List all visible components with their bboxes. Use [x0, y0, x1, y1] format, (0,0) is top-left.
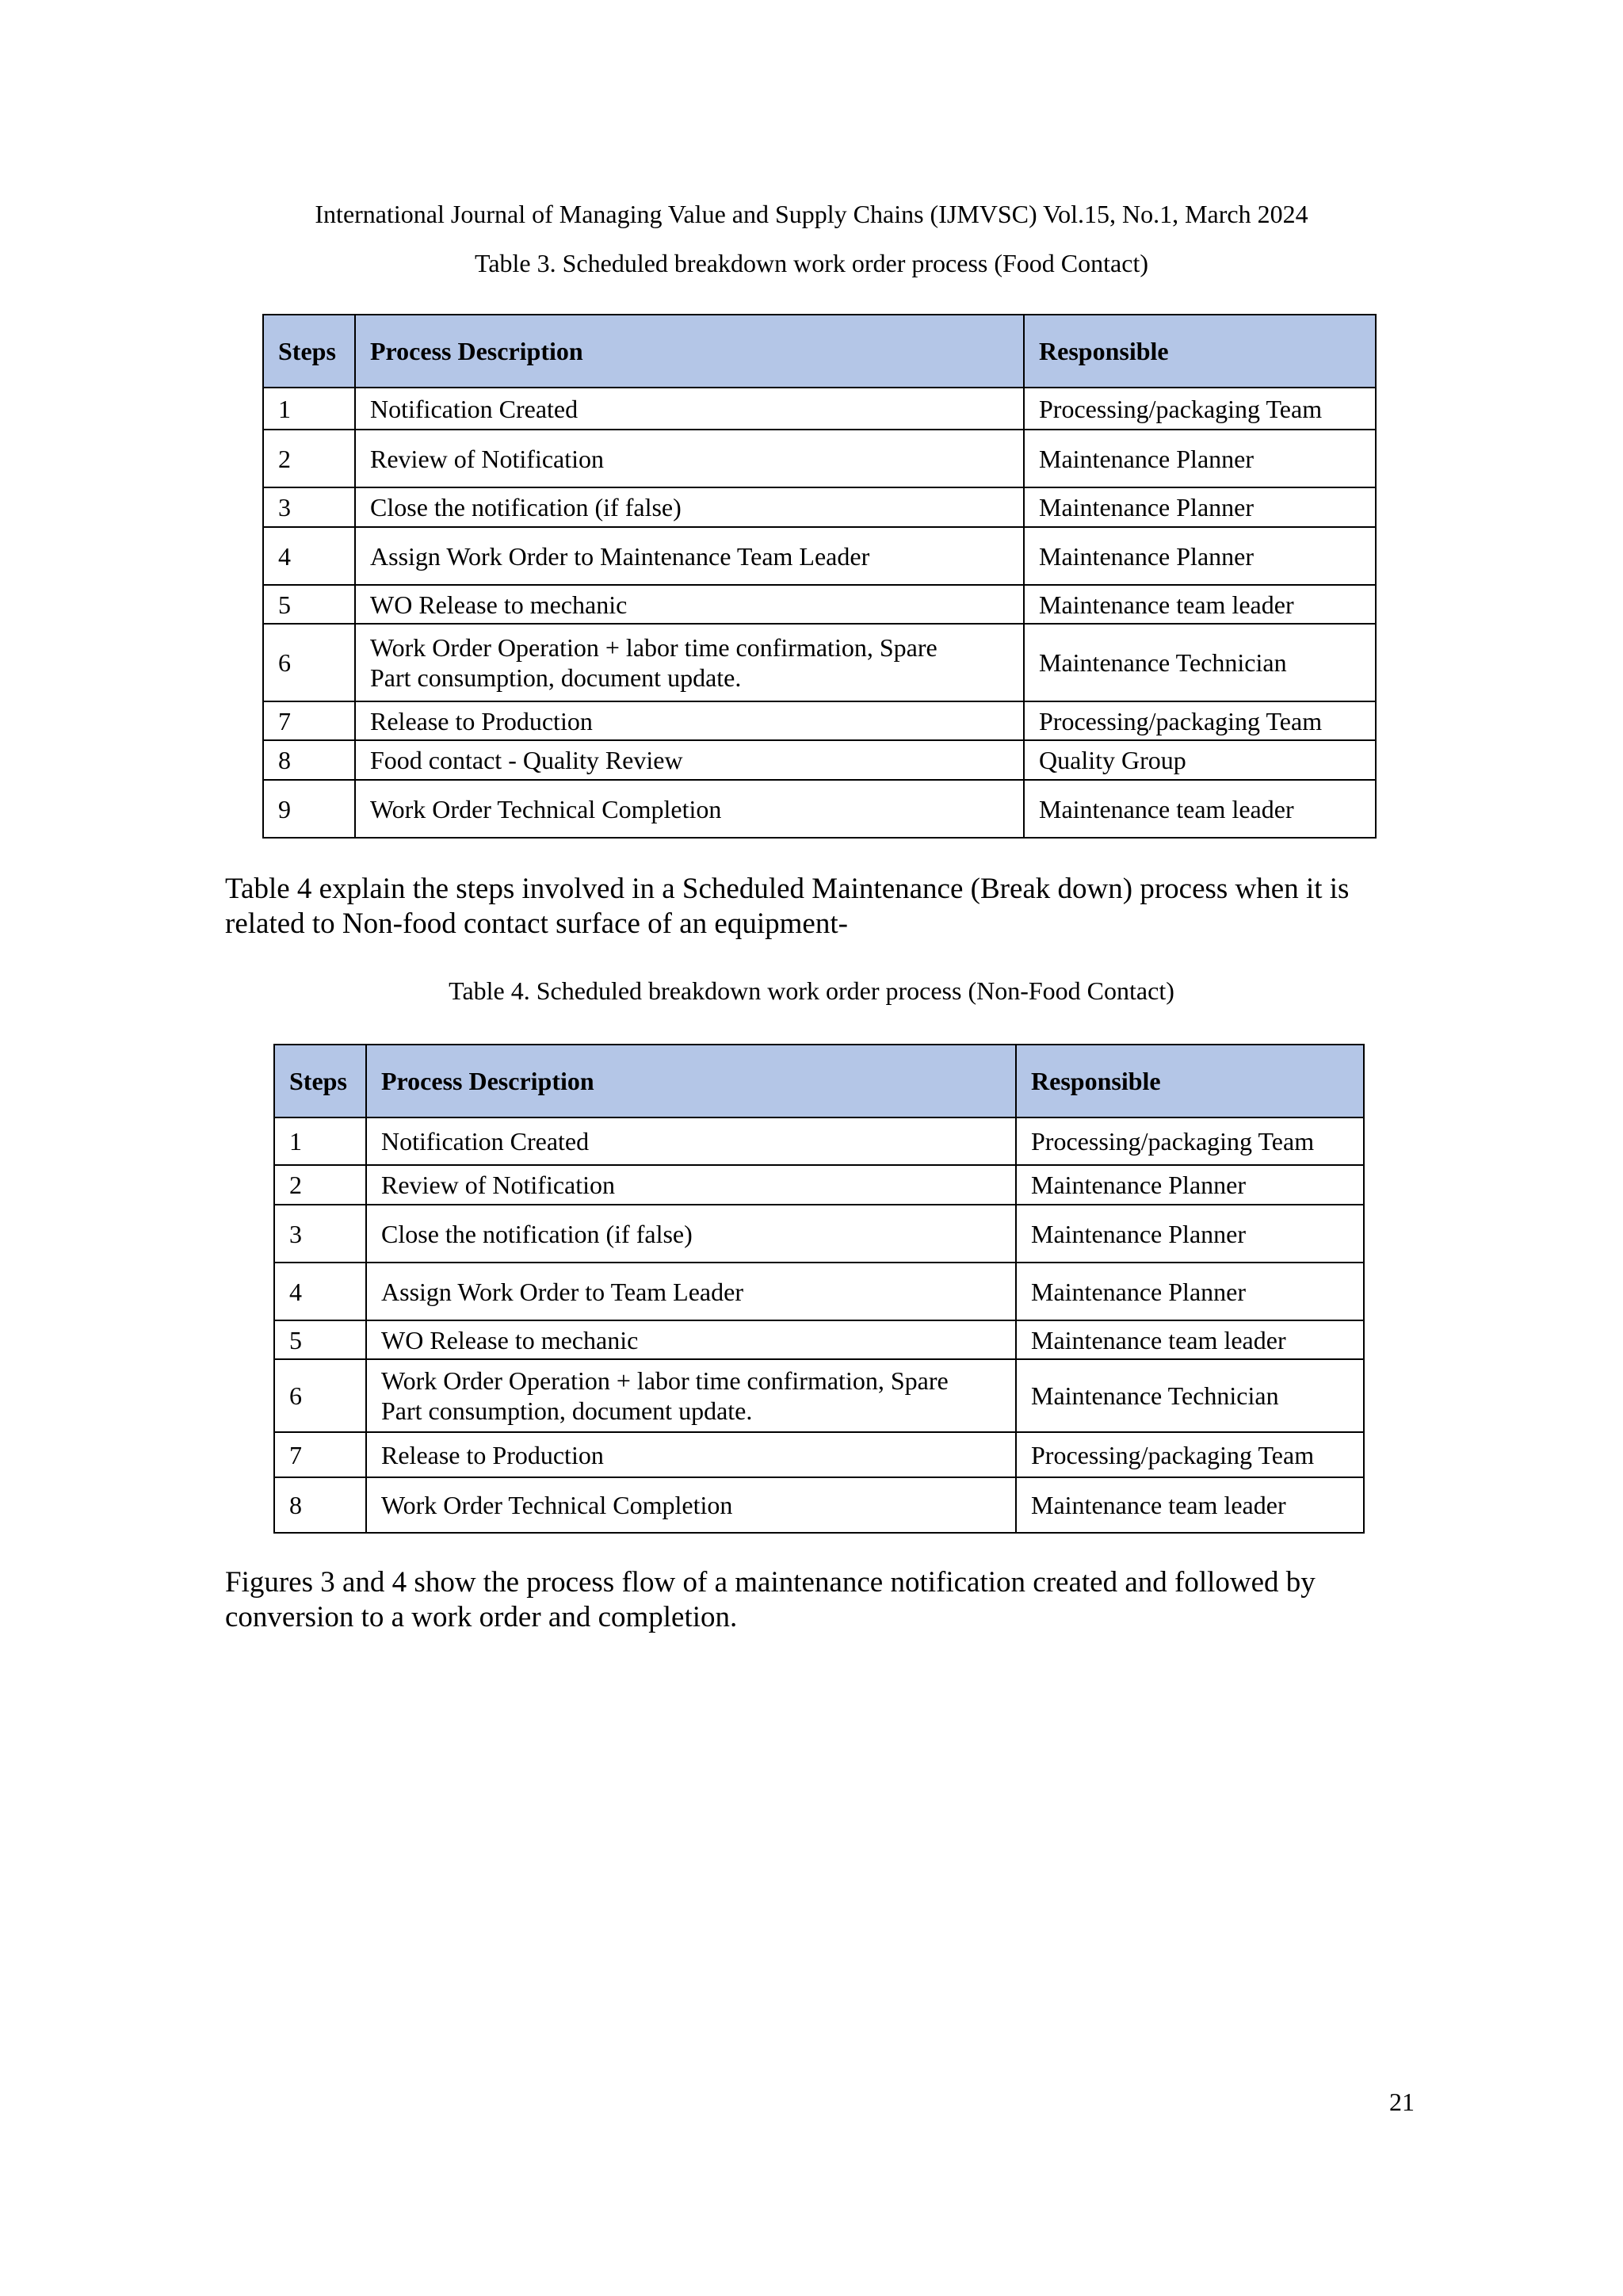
description-line: Part consumption, document update. — [370, 663, 742, 692]
table4-caption: Table 4. Scheduled breakdown work order process (Non-Food Contact) — [449, 976, 1174, 1005]
table-row — [263, 701, 1376, 740]
step-cell: 2 — [263, 430, 355, 487]
header-process-description: Process Description — [366, 1045, 1016, 1117]
description-line: Work Order Operation + labor time confirmation, Spare — [370, 633, 938, 662]
table-row — [274, 1320, 1364, 1359]
table4 — [273, 1044, 1365, 1534]
description-cell: Notification Created — [366, 1117, 1016, 1165]
step-cell: 7 — [274, 1432, 366, 1477]
responsible-cell: Maintenance Planner — [1016, 1165, 1364, 1205]
header-steps: Steps — [274, 1045, 366, 1117]
step-cell: 7 — [263, 701, 355, 740]
header-responsible: Responsible — [1024, 315, 1376, 388]
description-line: Part consumption, document update. — [381, 1396, 753, 1425]
description-cell: Notification Created — [355, 388, 1024, 430]
table-row — [274, 1477, 1364, 1533]
step-cell: 4 — [274, 1263, 366, 1320]
description-cell: Food contact - Quality Review — [355, 740, 1024, 780]
step-cell: 6 — [263, 624, 355, 701]
header-responsible: Responsible — [1016, 1045, 1364, 1117]
responsible-cell: Maintenance Planner — [1016, 1263, 1364, 1320]
description-cell: Release to Production — [366, 1432, 1016, 1477]
table-header-row — [274, 1045, 1364, 1117]
table3 — [262, 314, 1377, 839]
table3-caption: Table 3. Scheduled breakdown work order process (Food Contact) — [475, 249, 1148, 277]
step-cell: 8 — [263, 740, 355, 780]
responsible-cell: Maintenance team leader — [1016, 1320, 1364, 1359]
responsible-cell: Maintenance Technician — [1024, 624, 1376, 701]
body-paragraph-figures: Figures 3 and 4 show the process flow of a maintenance notification created and followed by conversion to a work order and completion. — [225, 1566, 1316, 1633]
table-row — [263, 740, 1376, 780]
table-row — [263, 487, 1376, 527]
table-row — [274, 1263, 1364, 1320]
table-row — [263, 780, 1376, 838]
description-cell: Work Order Technical Completion — [366, 1477, 1016, 1533]
table-row — [263, 585, 1376, 624]
description-cell: WO Release to mechanic — [366, 1320, 1016, 1359]
header-process-description: Process Description — [355, 315, 1024, 388]
description-cell: Release to Production — [355, 701, 1024, 740]
description-cell — [366, 1359, 1016, 1432]
responsible-cell: Processing/packaging Team — [1016, 1432, 1364, 1477]
responsible-cell: Maintenance team leader — [1024, 585, 1376, 624]
step-cell: 3 — [263, 487, 355, 527]
table-row — [274, 1359, 1364, 1432]
description-line: Work Order Operation + labor time confirmation, Spare — [381, 1366, 949, 1395]
responsible-cell: Maintenance team leader — [1016, 1477, 1364, 1533]
responsible-cell: Maintenance Planner — [1024, 430, 1376, 487]
responsible-cell: Maintenance Technician — [1016, 1359, 1364, 1432]
responsible-cell: Processing/packaging Team — [1024, 701, 1376, 740]
table-row — [274, 1432, 1364, 1477]
description-cell: Close the notification (if false) — [355, 487, 1024, 527]
step-cell: 5 — [263, 585, 355, 624]
description-cell: Assign Work Order to Team Leader — [366, 1263, 1016, 1320]
description-cell: Work Order Technical Completion — [355, 780, 1024, 838]
responsible-cell: Maintenance team leader — [1024, 780, 1376, 838]
description-cell: Assign Work Order to Maintenance Team Leader — [355, 527, 1024, 585]
responsible-cell: Quality Group — [1024, 740, 1376, 780]
table-row — [274, 1117, 1364, 1165]
step-cell: 5 — [274, 1320, 366, 1359]
description-cell: WO Release to mechanic — [355, 585, 1024, 624]
body-paragraph-table4: Table 4 explain the steps involved in a Scheduled Maintenance (Break down) process when it is related to Non-food contact surface of an equipment- — [225, 873, 1350, 940]
description-cell: Close the notification (if false) — [366, 1205, 1016, 1263]
responsible-cell: Maintenance Planner — [1016, 1205, 1364, 1263]
step-cell: 1 — [263, 388, 355, 430]
table-row — [263, 388, 1376, 430]
responsible-cell: Processing/packaging Team — [1024, 388, 1376, 430]
responsible-cell: Maintenance Planner — [1024, 527, 1376, 585]
step-cell: 8 — [274, 1477, 366, 1533]
table-row — [274, 1205, 1364, 1263]
page-number: 21 — [1389, 2088, 1415, 2116]
journal-header: International Journal of Managing Value and Supply Chains (IJMVSC) Vol.15, No.1, March 2024 — [315, 200, 1308, 228]
description-cell: Review of Notification — [366, 1165, 1016, 1205]
step-cell: 1 — [274, 1117, 366, 1165]
responsible-cell: Maintenance Planner — [1024, 487, 1376, 527]
table-row — [263, 624, 1376, 701]
header-steps: Steps — [263, 315, 355, 388]
step-cell: 6 — [274, 1359, 366, 1432]
table-row — [263, 430, 1376, 487]
responsible-cell: Processing/packaging Team — [1016, 1117, 1364, 1165]
step-cell: 2 — [274, 1165, 366, 1205]
table-row — [274, 1165, 1364, 1205]
table-row — [263, 527, 1376, 585]
step-cell: 3 — [274, 1205, 366, 1263]
table-header-row — [263, 315, 1376, 388]
step-cell: 4 — [263, 527, 355, 585]
description-cell — [355, 624, 1024, 701]
step-cell: 9 — [263, 780, 355, 838]
description-cell: Review of Notification — [355, 430, 1024, 487]
